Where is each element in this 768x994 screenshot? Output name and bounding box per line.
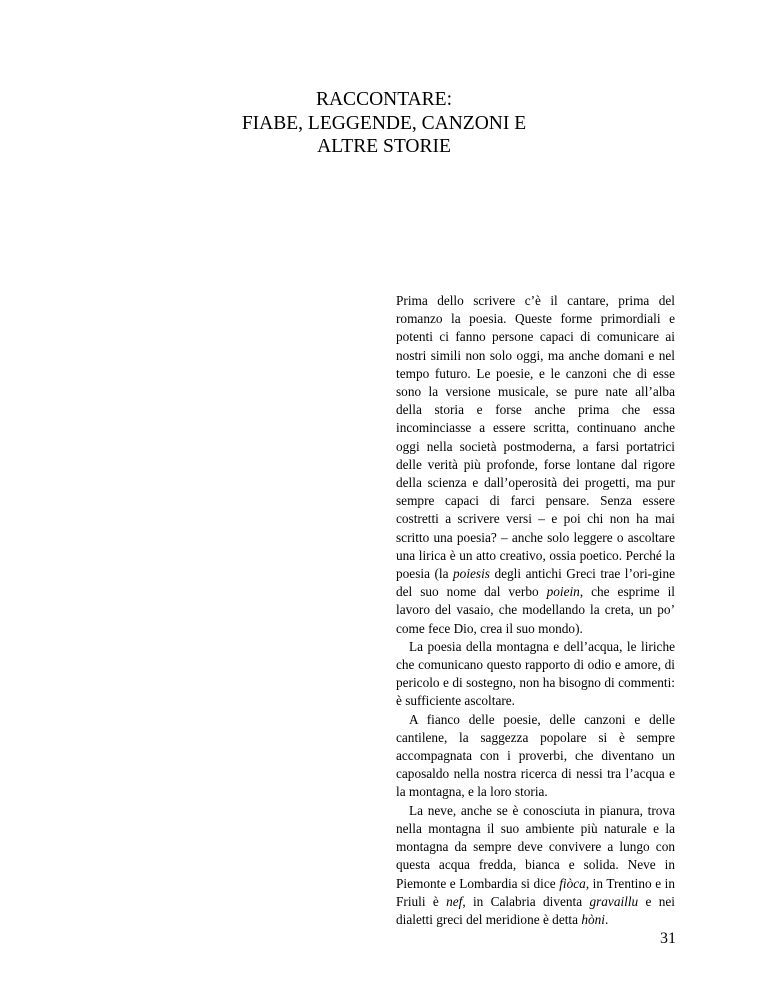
paragraph-1-text-b: degli antichi Greci trae l’ori-gine del suo nome dal verbo	[396, 566, 675, 600]
term-fioca: fiòca	[559, 875, 586, 891]
paragraph-4-text-e: .	[604, 911, 609, 927]
paragraph-4-text-b: , in Trentino e in Friuli è	[396, 875, 675, 909]
paragraph-1-text-c: , che esprime il lavoro del vasaio, che modellando la creta, un po’ come fece Dio, crea il suo mondo).	[396, 584, 675, 636]
paragraph-1	[396, 292, 675, 638]
term-poiesis: poiesis	[453, 566, 490, 582]
term-honi: hòni	[581, 911, 605, 927]
page-number: 31	[660, 930, 676, 947]
chapter-title-line-3: ALTRE STORIE	[317, 136, 451, 157]
term-poiein: poiein	[546, 584, 580, 600]
paragraph-4	[396, 802, 675, 929]
paragraph-4-text-a: La neve, anche se è conosciuta in pianura, trova nella montagna il suo ambiente più naturale e la montagna da sempre deve convivere a lungo con questa acqua fredda, bianca e solida. Neve in Piemonte e Lombardia si dice	[396, 802, 675, 891]
paragraph-2: La poesia della montagna e dell’acqua, le liriche che comunicano questo rapporto di odio e amore, di pericolo e di sostegno, non ha bisogno di commenti: è sufficiente ascoltare.	[396, 638, 675, 709]
chapter-title	[0, 88, 768, 159]
paragraph-3: A fianco delle poesie, delle canzoni e delle cantilene, la saggezza popolare si è sempre accompagnata con i proverbi, che diventano un caposaldo nella nostra ricerca di nessi tra l’acqua e la montagna, e la loro storia.	[396, 711, 675, 800]
paragraph-4-text-c: , in Calabria diventa	[462, 893, 590, 909]
paragraph-4-text-d: e nei dialetti greci del meridione è detta	[396, 893, 675, 927]
term-gravaillu: gravaillu	[589, 893, 639, 909]
paragraph-1-text-a: Prima dello scrivere c’è il cantare, prima del romanzo la poesia. Queste forme primordiali e potenti ci fanno persone capaci di comunicare ai nostri simili non solo oggi, ma anche domani e nel tempo futuro. Le poesie, e le canzoni che di esse sono la versione musicale, se pure nate all’alba della storia e forse anche prima che essa incominciasse a essere scritta, continuano anche oggi nella società postmoderna, a farsi portatrici delle verità più profonde, forse lontane dal rigore della scienza e dall’operosità dei progetti, ma pur sempre capaci di farci pensare. Senza essere costretti a scrivere versi – e poi chi non ha mai scritto una poesia? – anche solo leggere o ascoltare una lirica è un atto creativo, ossia poetico. Perché la poesia (la	[396, 293, 675, 582]
chapter-title-line-1: RACCONTARE:	[315, 89, 453, 110]
term-nef: nef	[446, 893, 463, 909]
body-text	[396, 292, 675, 929]
chapter-title-line-2: FIABE, LEGGENDE, CANZONI E	[241, 112, 527, 134]
